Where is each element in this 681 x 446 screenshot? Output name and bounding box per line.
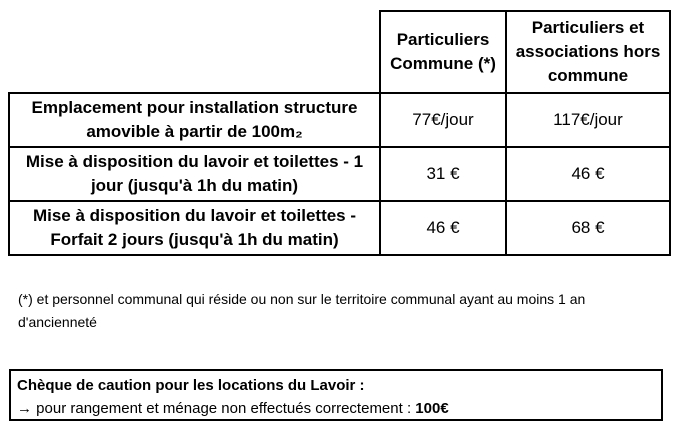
table-row	[9, 93, 670, 147]
caution-line	[17, 397, 655, 420]
header-hors-commune: Particuliers et associations hors commune	[506, 11, 670, 93]
table-header-row	[9, 11, 670, 93]
row-label: Emplacement pour installation structure amovible à partir de 100m₂	[9, 93, 380, 147]
caution-box	[9, 369, 663, 421]
price-commune: 46 €	[380, 201, 506, 255]
price-hors-commune: 117€/jour	[506, 93, 670, 147]
price-hors-commune: 68 €	[506, 201, 670, 255]
arrow-icon: →	[17, 400, 32, 417]
price-commune: 31 €	[380, 147, 506, 201]
footnote: (*) et personnel communal qui réside ou non sur le territoire communal ayant au moins 1 an d'ancienneté	[18, 291, 586, 330]
caution-title: Chèque de caution pour les locations du Lavoir :	[17, 377, 365, 394]
row-label: Mise à disposition du lavoir et toilettes - Forfait 2 jours (jusqu'à 1h du matin)	[9, 201, 380, 255]
price-commune: 77€/jour	[380, 93, 506, 147]
row-label: Mise à disposition du lavoir et toilettes - 1 jour (jusqu'à 1h du matin)	[9, 147, 380, 201]
table-row	[9, 147, 670, 201]
header-commune: Particuliers Commune (*)	[380, 11, 506, 93]
table-row	[9, 201, 670, 255]
empty-corner-cell	[9, 11, 380, 93]
price-hors-commune: 46 €	[506, 147, 670, 201]
caution-text: pour rangement et ménage non effectués correctement :	[36, 400, 412, 417]
caution-amount: 100€	[415, 400, 449, 417]
tarifs-table	[8, 10, 671, 256]
